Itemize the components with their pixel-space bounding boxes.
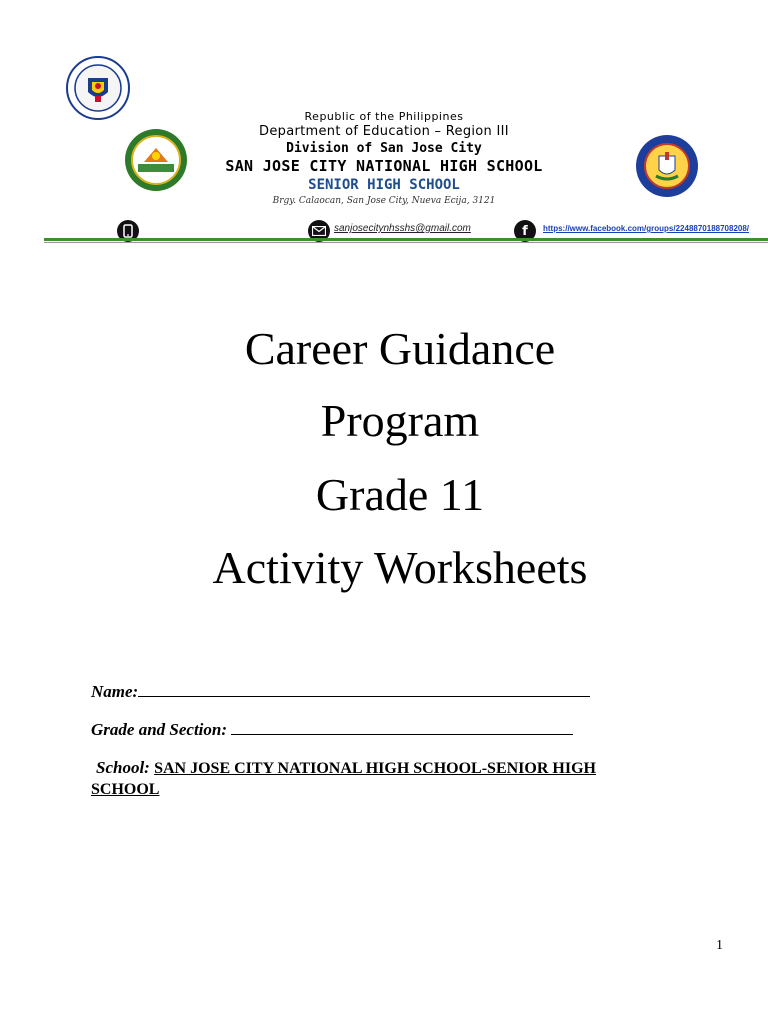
grade-section-field[interactable] [91,720,573,740]
school-value-line-1: SAN JOSE CITY NATIONAL HIGH SCHOOL-SENIOR HIGH [154,760,596,777]
header-green-rule [44,238,768,241]
facebook-link[interactable]: https://www.facebook.com/groups/2248870188708208/ [543,224,750,233]
header-address: Brgy. Calaocan, San Jose City, Nueva Ecija, 3121 [272,196,496,206]
header-gray-rule [44,242,768,243]
header-department: Department of Education – Region III [259,124,509,139]
header-senior-high: SENIOR HIGH SCHOOL [308,177,460,193]
grade-section-blank[interactable] [231,720,573,735]
header-school-name: SAN JOSE CITY NATIONAL HIGH SCHOOL [225,157,543,175]
header-republic: Republic of the Philippines [304,110,464,123]
title-line-2: Program [320,395,480,446]
page-number: 1 [716,938,723,953]
title-line-3: Grade 11 [315,469,485,520]
email-link[interactable]: sanjosecitynhsshs@gmail.com [334,223,471,234]
grade-section-label: Grade and Section: [91,720,227,739]
name-field[interactable] [91,682,590,702]
name-label: Name: [91,682,139,701]
school-value-line-2: SCHOOL [91,781,160,798]
header-division: Division of San Jose City [286,141,482,156]
title-line-1: Career Guidance [244,323,556,374]
title-line-4: Activity Worksheets [212,542,588,593]
school-label: School: [96,758,150,777]
name-blank[interactable] [138,682,590,697]
school-field-cont [91,779,159,799]
facebook-icon: f [514,220,536,242]
school-field [96,758,596,778]
